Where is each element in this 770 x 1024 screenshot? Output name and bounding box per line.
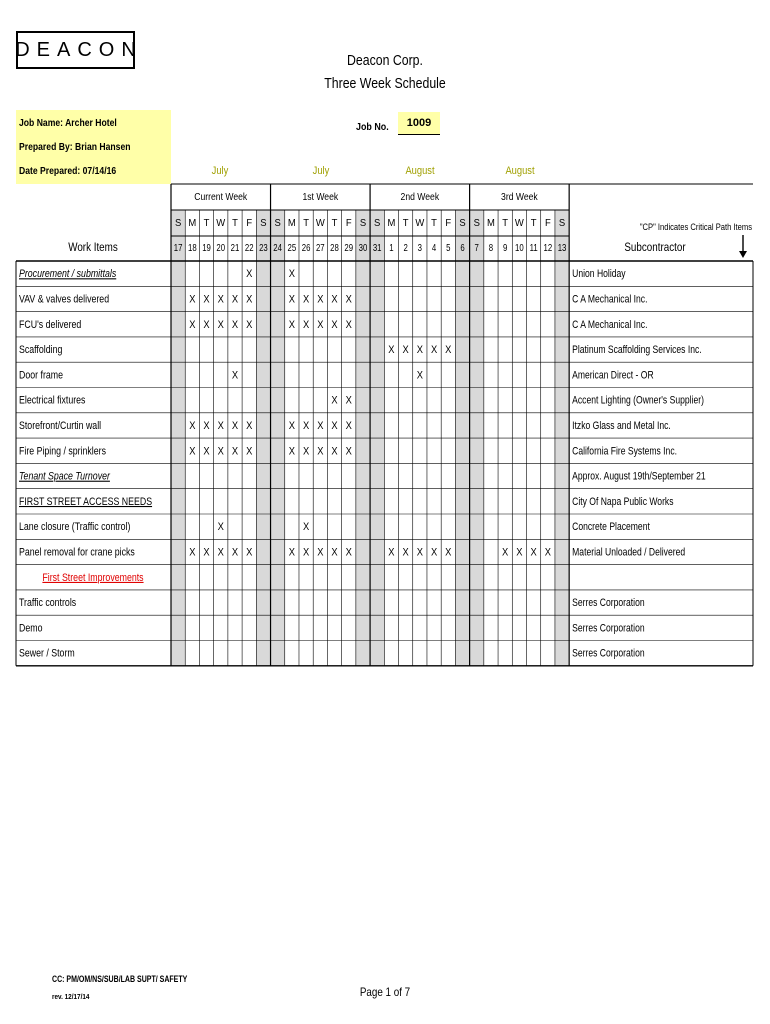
schedule-mark: X (203, 420, 210, 433)
schedule-mark: X (430, 546, 438, 559)
schedule-mark: X (246, 546, 253, 559)
date-number: 8 (488, 242, 494, 254)
month-label: August (505, 165, 535, 177)
schedule-mark: X (345, 546, 352, 559)
date-number: 7 (474, 242, 479, 254)
day-letter: S (174, 217, 182, 230)
schedule-mark: X (217, 445, 224, 458)
schedule-mark: X (189, 319, 196, 332)
subcontractor-name: American Direct - OR (572, 369, 654, 382)
date-number: 19 (202, 242, 211, 254)
schedule-mark: X (217, 420, 224, 433)
down-arrow-icon (739, 251, 747, 258)
month-label: July (312, 165, 330, 177)
schedule-mark: X (331, 445, 338, 458)
date-number: 29 (344, 242, 354, 254)
day-letter: T (232, 217, 238, 230)
schedule-mark: X (331, 395, 338, 407)
schedule-mark: X (288, 293, 295, 306)
schedule-mark: X (217, 546, 224, 559)
subcontractor-name: Approx. August 19th/September 21 (572, 470, 706, 483)
subcontractor-name: Serres Corporation (572, 622, 645, 635)
day-letter: F (544, 217, 551, 230)
schedule-mark: X (288, 268, 295, 281)
work-item: Demo (19, 622, 43, 635)
schedule-mark: X (388, 546, 395, 559)
work-item: Storefront/Curtin wall (19, 420, 102, 433)
work-item: FIRST STREET ACCESS NEEDS (19, 496, 153, 509)
schedule-mark: X (331, 293, 338, 306)
day-letter: M (487, 217, 495, 230)
date-number: 1 (389, 242, 394, 254)
schedule-mark: X (416, 344, 423, 357)
day-letter: M (188, 217, 197, 230)
schedule-mark: X (203, 293, 210, 306)
date-number: 11 (529, 242, 538, 254)
day-letter: W (514, 217, 524, 230)
schedule-mark: X (302, 319, 310, 332)
schedule-mark: X (246, 420, 253, 433)
schedule-mark: X (203, 546, 210, 559)
schedule-mark: X (317, 445, 324, 458)
subcontractor-header: Subcontractor (624, 241, 686, 255)
date-number: 31 (372, 242, 382, 254)
schedule-mark: X (189, 420, 196, 433)
subcontractor-name: Accent Lighting (Owner's Supplier) (572, 394, 704, 408)
schedule-mark: X (288, 546, 295, 559)
date-number: 13 (557, 242, 567, 254)
schedule-mark: X (302, 521, 310, 534)
schedule-mark: X (217, 521, 224, 534)
day-letter: W (216, 217, 226, 230)
page-number: Page 1 of 7 (359, 985, 411, 999)
day-letter: T (203, 217, 210, 230)
date-number: 9 (503, 242, 508, 254)
schedule-mark: X (345, 420, 352, 433)
cc-line: CC: PM/OM/NS/SUB/LAB SUPT/ SAFETY (52, 974, 188, 984)
schedule-mark: X (530, 546, 537, 559)
date-number: 23 (259, 242, 268, 254)
subcontractor-name: Serres Corporation (572, 647, 645, 661)
schedule-mark: X (302, 420, 310, 433)
day-letter: T (502, 217, 509, 230)
schedule-mark: X (345, 319, 352, 332)
work-item: Electrical fixtures (19, 394, 86, 408)
schedule-mark: X (402, 344, 409, 357)
schedule-mark: X (302, 546, 310, 559)
date-number: 3 (417, 242, 423, 254)
day-letter: W (415, 217, 425, 230)
work-item: Door frame (19, 369, 63, 382)
deacon-logo: DEACON (16, 31, 135, 69)
week-label: 2nd Week (400, 191, 440, 204)
schedule-mark: X (331, 420, 338, 433)
schedule-mark: X (502, 546, 509, 559)
schedule-mark: X (345, 445, 352, 458)
schedule-mark: X (231, 445, 239, 458)
schedule-mark: X (445, 344, 452, 357)
work-item: Lane closure (Traffic control) (19, 521, 131, 534)
day-letter: S (274, 217, 281, 230)
schedule-mark: X (430, 344, 438, 357)
day-letter: M (387, 217, 396, 230)
schedule-mark: X (331, 319, 338, 332)
schedule-mark: X (246, 293, 253, 306)
schedule-mark: X (246, 445, 253, 458)
schedule-mark: X (331, 546, 338, 559)
job-number-label: Job No. (356, 121, 389, 133)
day-letter: S (374, 217, 381, 230)
schedule-mark: X (246, 319, 253, 332)
work-items-header: Work Items (68, 241, 118, 255)
subcontractor-name: C A Mechanical Inc. (572, 318, 648, 332)
subcontractor-name: City Of Napa Public Works (572, 495, 674, 509)
schedule-mark: X (246, 268, 253, 281)
schedule-mark: X (317, 546, 324, 559)
day-letter: S (459, 217, 466, 230)
schedule-mark: X (445, 546, 452, 559)
schedule-mark: X (302, 445, 310, 458)
day-letter: S (260, 217, 267, 230)
schedule-mark: X (317, 319, 324, 332)
schedule-mark: X (231, 546, 239, 559)
day-letter: F (445, 217, 452, 230)
schedule-mark: X (231, 319, 239, 332)
schedule-mark: X (288, 319, 295, 332)
schedule-mark: X (402, 546, 409, 559)
month-label: July (211, 165, 229, 177)
schedule-mark: X (288, 445, 295, 458)
schedule-mark: X (544, 546, 551, 559)
date-number: 28 (330, 242, 339, 254)
date-number: 30 (358, 242, 368, 254)
date-number: 26 (301, 242, 311, 254)
date-prepared: Date Prepared: 07/14/16 (19, 165, 117, 177)
week-label: 3rd Week (501, 191, 538, 204)
schedule-mark: X (231, 420, 239, 433)
work-item: Scaffolding (19, 344, 63, 357)
date-number: 22 (244, 242, 254, 254)
work-item: VAV & valves delivered (19, 293, 110, 306)
day-letter: M (287, 217, 296, 230)
work-item: Panel removal for crane picks (19, 546, 135, 559)
day-letter: T (331, 217, 338, 230)
revision: rev. 12/17/14 (52, 992, 90, 1001)
date-number: 4 (431, 242, 437, 254)
work-item: Tenant Space Turnover (19, 470, 110, 483)
subcontractor-name: Platinum Scaffolding Services Inc. (572, 344, 702, 357)
schedule-mark: X (189, 546, 196, 559)
work-item: Traffic controls (19, 597, 77, 610)
schedule-mark: X (217, 293, 224, 306)
date-number: 25 (287, 242, 297, 254)
subcontractor-name: Concrete Placement (572, 521, 650, 534)
subcontractor-name: Itzko Glass and Metal Inc. (572, 420, 671, 433)
day-letter: F (345, 217, 352, 230)
date-number: 10 (515, 242, 524, 254)
schedule-mark: X (231, 369, 239, 382)
schedule-mark: X (231, 293, 239, 306)
schedule-mark: X (189, 445, 196, 458)
day-letter: S (473, 217, 480, 230)
schedule-mark: X (345, 293, 352, 306)
subcontractor-name: Material Unloaded / Delivered (572, 546, 686, 559)
schedule-mark: X (416, 546, 423, 559)
work-item: Fire Piping / sprinklers (19, 445, 106, 458)
critical-path-note: "CP" Indicates Critical Path Items (639, 221, 752, 233)
day-letter: W (315, 217, 325, 230)
schedule-mark: X (189, 293, 196, 306)
subcontractor-name: Serres Corporation (572, 597, 645, 610)
schedule-mark: X (416, 369, 423, 382)
subcontractor-name: Union Holiday (572, 268, 626, 281)
schedule-mark: X (302, 293, 310, 306)
month-label: August (405, 165, 435, 177)
date-number: 5 (446, 242, 451, 254)
date-number: 17 (173, 242, 183, 254)
schedule-title: Three Week Schedule (324, 75, 446, 92)
subcontractor-name: California Fire Systems Inc. (572, 445, 678, 458)
job-number-value: 1009 (398, 112, 440, 135)
work-item: First Street Improvements (42, 571, 144, 585)
week-label: Current Week (194, 191, 248, 204)
company-title: Deacon Corp. (347, 52, 423, 69)
work-item: FCU's delivered (19, 318, 82, 332)
schedule-mark: X (388, 344, 395, 357)
prepared-by: Prepared By: Brian Hansen (19, 141, 131, 153)
day-letter: F (246, 217, 253, 230)
date-number: 24 (273, 242, 282, 254)
work-item: Procurement / submittals (19, 268, 117, 281)
schedule-mark: X (217, 319, 224, 332)
day-letter: T (530, 217, 537, 230)
date-number: 27 (315, 242, 325, 254)
date-number: 18 (187, 242, 197, 254)
work-item: Sewer / Storm (19, 647, 75, 661)
date-number: 6 (460, 242, 465, 254)
day-letter: S (359, 217, 367, 230)
day-letter: S (558, 217, 566, 230)
date-number: 2 (403, 242, 408, 254)
schedule-mark: X (203, 445, 210, 458)
schedule-mark: X (288, 420, 295, 433)
day-letter: T (303, 217, 309, 230)
schedule-mark: X (317, 420, 324, 433)
schedule-mark: X (203, 319, 210, 332)
day-letter: T (431, 217, 437, 230)
job-name: Job Name: Archer Hotel (19, 117, 117, 129)
subcontractor-name: C A Mechanical Inc. (572, 293, 648, 306)
schedule-mark: X (317, 293, 324, 306)
date-number: 20 (216, 242, 226, 254)
date-number: 12 (543, 242, 553, 254)
schedule-mark: X (516, 546, 523, 559)
day-letter: T (402, 217, 409, 230)
schedule-mark: X (345, 395, 352, 407)
week-label: 1st Week (302, 191, 339, 204)
date-number: 21 (230, 242, 240, 254)
